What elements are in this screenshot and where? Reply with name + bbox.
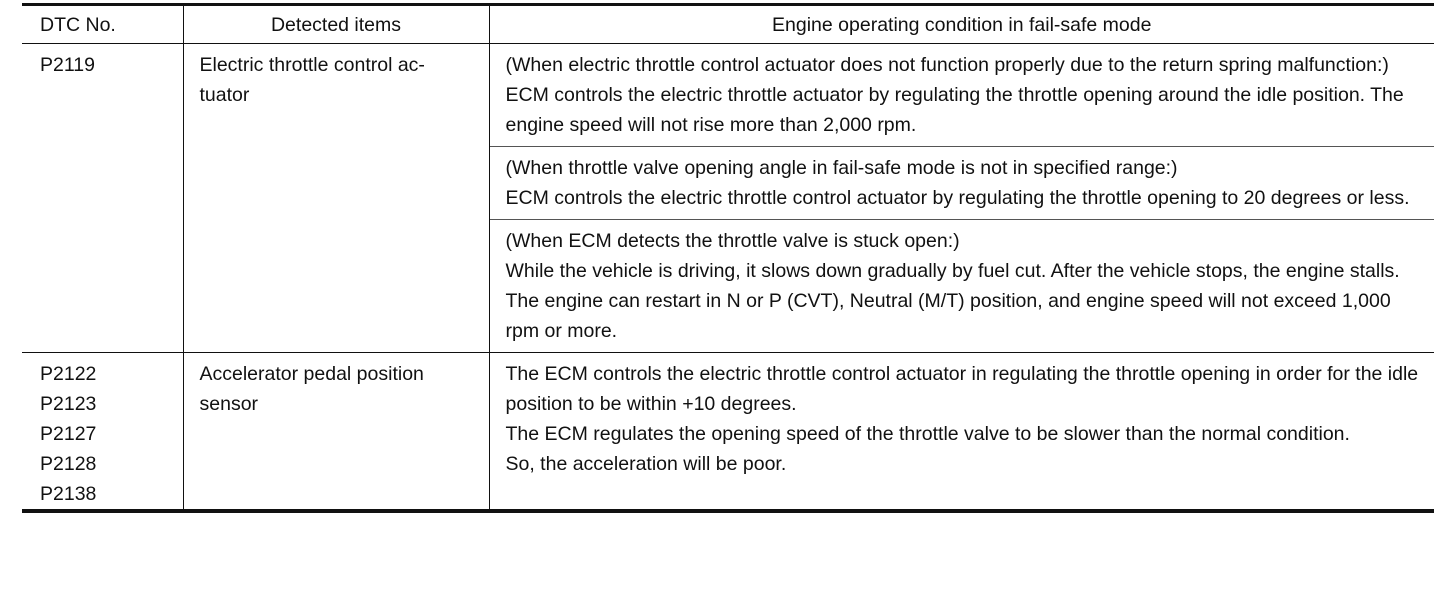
condition-cell: [489, 44, 1434, 147]
detected-item-text: sensor: [199, 393, 259, 415]
document-page: [22, 3, 1434, 513]
condition-text: The ECM regulates the opening speed of the throttle valve to be slower than the normal condition.: [505, 423, 1350, 445]
condition-cell: [489, 353, 1434, 512]
header-dtc-no: DTC No.: [22, 5, 183, 44]
condition-cell: [489, 147, 1434, 220]
table-row: [22, 353, 1434, 512]
detected-item-text: Accelerator pedal position: [199, 363, 424, 385]
dtc-cell: [22, 44, 183, 353]
detected-item-cell: [183, 44, 489, 353]
condition-text: ECM controls the electric throttle actuator by regulating the throttle opening around the idle position. The engine speed will not rise more than 2,000 rpm.: [505, 84, 1404, 136]
detected-item-text: tuator: [199, 84, 250, 106]
dtc-code: P2122: [40, 363, 97, 385]
condition-text: The engine can restart in N or P (CVT), Neutral (M/T) position, and engine speed will not exceed 1,000 rpm or more.: [505, 290, 1391, 342]
dtc-code: P2123: [40, 393, 97, 415]
table-row: [22, 44, 1434, 147]
detected-item-text: Electric throttle control ac-: [199, 54, 425, 76]
header-detected-items: Detected items: [183, 5, 489, 44]
dtc-code: P2128: [40, 453, 97, 475]
failsafe-table: [22, 3, 1434, 513]
dtc-code: P2127: [40, 423, 97, 445]
dtc-cell: [22, 353, 183, 512]
condition-text: So, the acceleration will be poor.: [505, 453, 787, 475]
condition-text: ECM controls the electric throttle control actuator by regulating the throttle opening to 20 degrees or less.: [505, 187, 1410, 209]
header-engine-condition: Engine operating condition in fail-safe mode: [489, 5, 1434, 44]
condition-text: (When ECM detects the throttle valve is stuck open:): [505, 230, 960, 252]
condition-text: The ECM controls the electric throttle control actuator in regulating the throttle opening in order for the idle position to be within +10 degrees.: [505, 363, 1419, 415]
table-header-row: [22, 5, 1434, 44]
detected-item-cell: [183, 353, 489, 512]
condition-cell: [489, 220, 1434, 353]
condition-text: (When electric throttle control actuator does not function properly due to the return spring malfunction:): [505, 54, 1389, 76]
condition-text: (When throttle valve opening angle in fail-safe mode is not in specified range:): [505, 157, 1178, 179]
dtc-code: P2138: [40, 483, 97, 505]
condition-text: While the vehicle is driving, it slows down gradually by fuel cut. After the vehicle stops, the engine stalls.: [505, 260, 1400, 282]
dtc-code: P2119: [40, 54, 95, 76]
